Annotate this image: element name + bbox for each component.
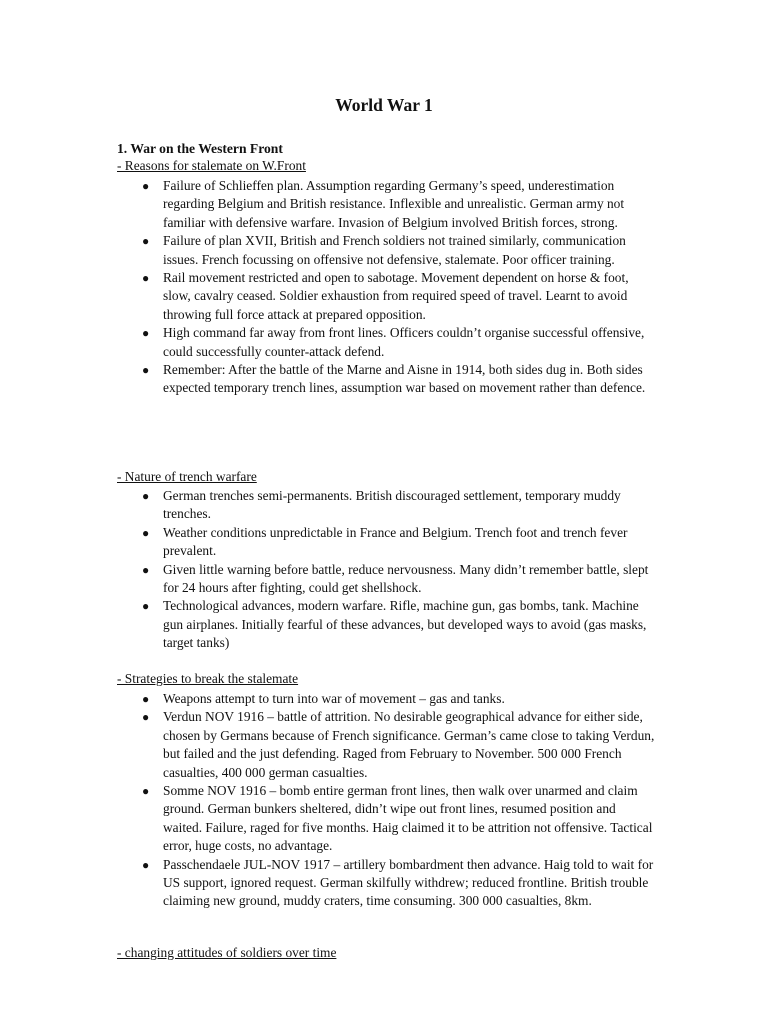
list-item: ● Remember: After the battle of the Marne and Aisne in 1914, both sides dug in. Both sides expected temporary trench lines, assumption war based on movement rather than defence. [142, 362, 646, 396]
list-item: ● Rail movement restricted and open to sabotage. Movement dependent on horse & foot, slow, cavalry ceased. Soldier exhaustion from required speed of travel. Learnt to avoid throwing full force attack at prepared opposition. [142, 270, 629, 322]
list-item: ● Failure of plan XVII, British and French soldiers not trained similarly, communication issues. French focussing on offensive not defensive, stalemate. Poor officer training. [142, 233, 626, 267]
bullet-icon: ● [142, 857, 150, 872]
list-item: ● Somme NOV 1916 – bomb entire german front lines, then walk over unarmed and claim ground. German bunkers sheltered, didn’t wipe out front lines, resumed position and waited. Failure, raged for five months. Haig claimed it to be attrition not offensive. Tactical error, huge costs, no advantage. [142, 783, 653, 854]
section-heading-western-front: 1. War on the Western Front [117, 141, 283, 156]
list-item: ● Weather conditions unpredictable in France and Belgium. Trench foot and trench fever prevalent. [142, 524, 628, 559]
bullet-icon: ● [142, 525, 150, 540]
bullet-icon: ● [142, 562, 150, 577]
subheading-reasons-stalemate: - Reasons for stalemate on W.Front [117, 158, 306, 173]
bullet-icon: ● [142, 234, 150, 249]
list-item: ● Technological advances, modern warfare. Rifle, machine gun, gas bombs, tank. Machine gun airplanes. Initially fearful of these advances, but developed ways to avoid (gas masks, target tanks) [142, 598, 647, 651]
bullet-list-strategies-stalemate [117, 690, 657, 911]
bullet-icon: ● [142, 271, 150, 286]
list-item: ● Given little warning before battle, reduce nervousness. Many didn’t remember battle, slept for 24 hours after fighting, could get shellshock. [142, 561, 649, 596]
bullet-icon: ● [142, 692, 150, 706]
bullet-icon: ● [142, 179, 150, 193]
bullet-list-nature-trench-warfare [117, 487, 657, 653]
subheading-changing-attitudes: - changing attitudes of soldiers over time [117, 945, 337, 960]
list-item: ● Weapons attempt to turn into war of movement – gas and tanks. [117, 690, 657, 708]
subheading-nature-trench-warfare: - Nature of trench warfare [117, 469, 257, 484]
document-title: World War 1 [335, 95, 433, 115]
list-item: ● High command far away from front lines. Officers couldn’t organise successful offensive, could successfully counter-attack defend. [142, 325, 645, 359]
bullet-icon: ● [142, 710, 150, 725]
bullet-icon: ● [142, 326, 150, 341]
list-item: ● Passchendaele JUL-NOV 1917 – artillery bombardment then advance. Haig told to wait for US support, ignored request. German skilfully withdrew; reduced frontline. British trouble claiming new ground, muddy craters, time consuming. 300 000 casualties, 8km. [142, 856, 654, 909]
bullet-icon: ● [142, 784, 150, 799]
bullet-icon: ● [142, 599, 150, 614]
subheading-strategies-stalemate: - Strategies to break the stalemate [117, 671, 299, 686]
list-item: ● Failure of Schlieffen plan. Assumption regarding Germany’s speed, underestimation regarding Belgium and British resistance. Inflexible and unrealistic. German army not familiar with defensive warfare. Invasion of Belgium involved British forces, strong. [142, 178, 625, 230]
bullet-icon: ● [142, 489, 150, 503]
list-item: ● Verdun NOV 1916 – battle of attrition. No desirable geographical advance for either side, chosen by Germans because of French significance. German’s came close to taking Verdun, but failed and the just defending. Raged from February to November. 500 000 French casualties, 400 000 german casualties. [142, 709, 655, 780]
bullet-icon: ● [142, 363, 150, 378]
list-item: ● German trenches semi-permanents. British discouraged settlement, temporary muddy trenches. [142, 488, 621, 522]
bullet-list-reasons-stalemate [117, 177, 657, 398]
